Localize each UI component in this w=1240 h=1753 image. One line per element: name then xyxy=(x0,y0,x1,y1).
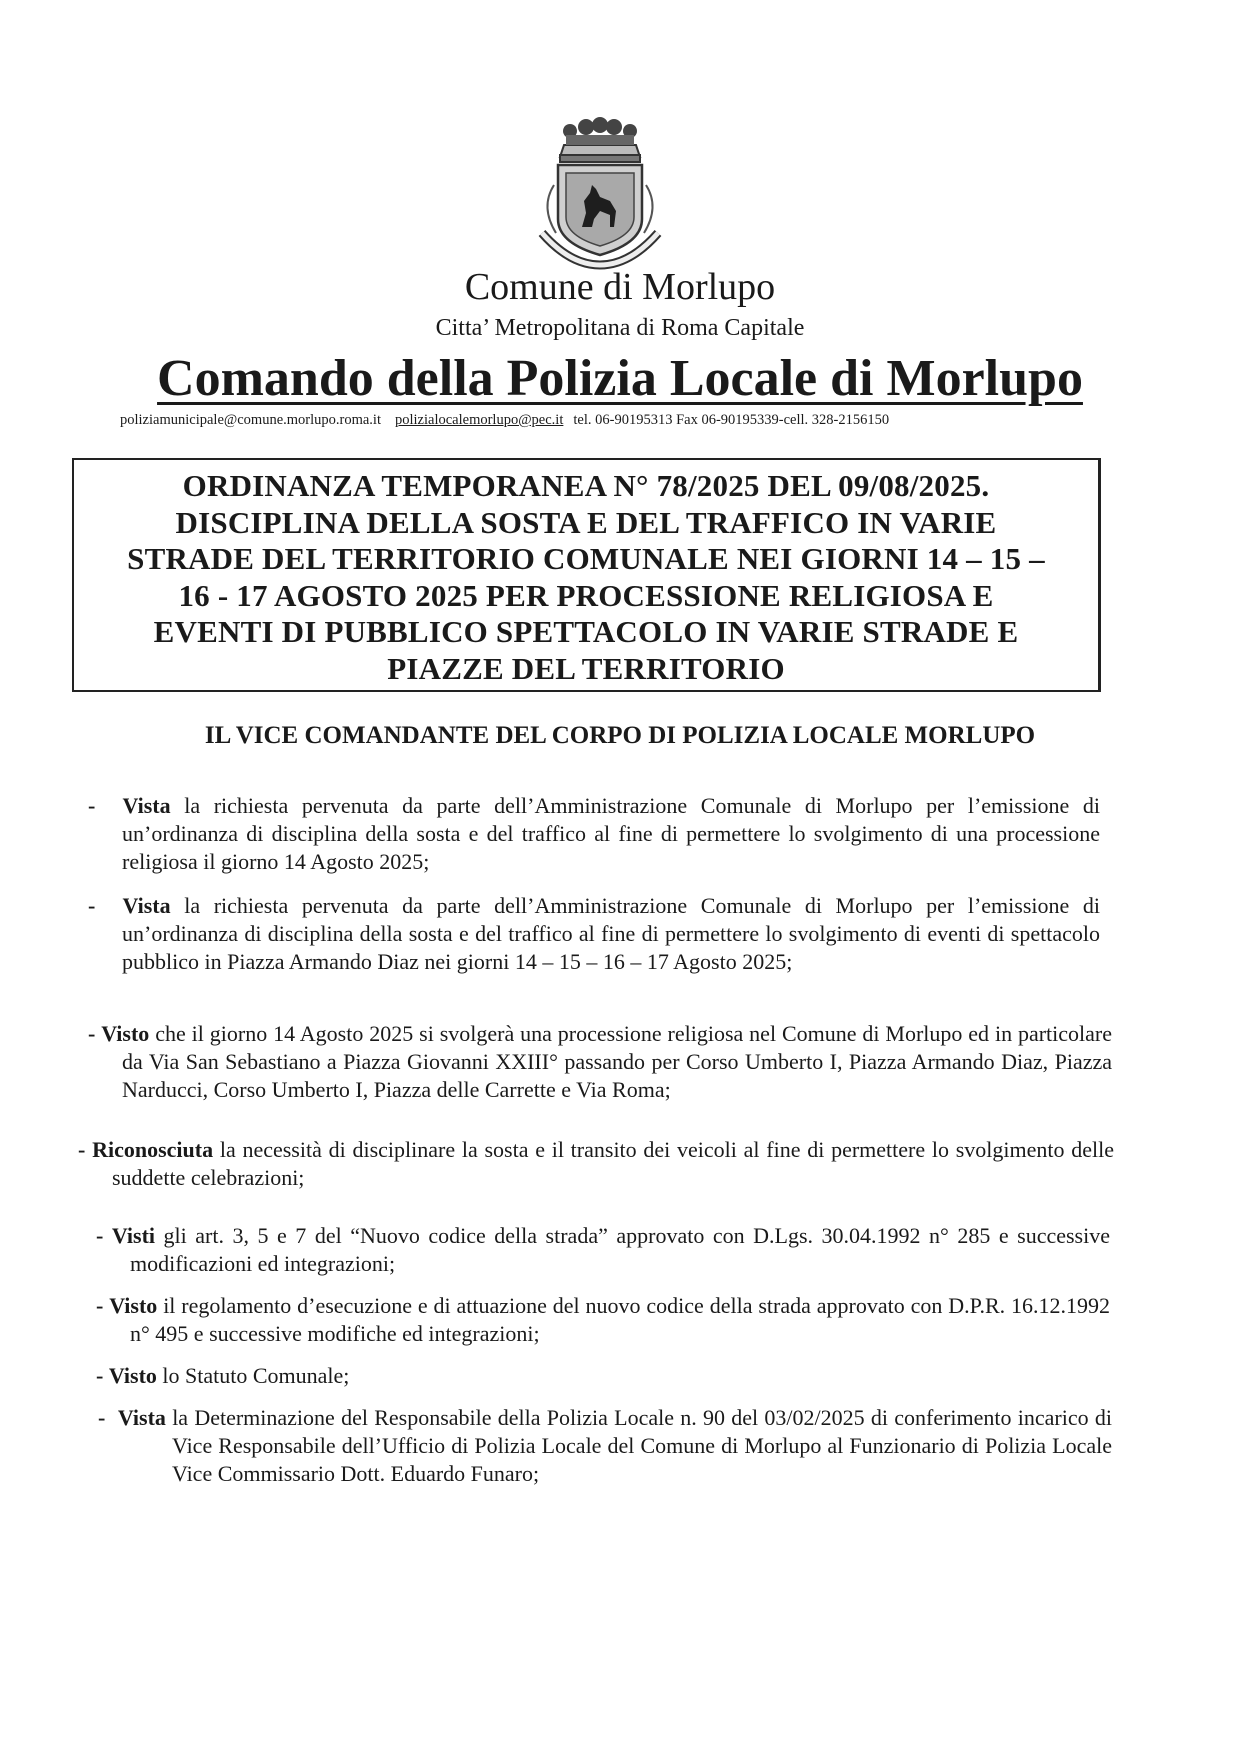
premise-paragraph xyxy=(78,1136,1115,1192)
ordinance-title xyxy=(74,460,1098,687)
title-line: STRADE DEL TERRITORIO COMUNALE NEI GIORNI 14 – 15 – xyxy=(127,541,1045,576)
premise-text: la Determinazione del Responsabile della Polizia Locale n. 90 del 03/02/2025 di conferimento incarico di Vice Responsabile dell’Ufficio di Polizia Locale del Comune di Morlupo al Funzionario di Polizia Locale Vice Commissario Dott. Eduardo Funaro; xyxy=(172,1405,1113,1486)
premise-paragraph xyxy=(96,1222,1110,1278)
title-line: 16 - 17 AGOSTO 2025 PER PROCESSIONE RELIGIOSA E xyxy=(178,577,994,613)
premise-keyword: Visto xyxy=(108,1363,157,1388)
police-command-text: Comando della Polizia Locale di Morlupo xyxy=(157,350,1083,407)
premise-dash: - xyxy=(88,893,96,918)
premise-text: lo Statuto Comunale; xyxy=(162,1363,350,1388)
premise-paragraph xyxy=(88,892,1101,976)
premise-paragraph xyxy=(88,792,1101,876)
premise-paragraph xyxy=(96,1292,1111,1348)
title-line: PIAZZE DEL TERRITORIO xyxy=(387,650,785,686)
premise-keyword: Vista xyxy=(122,893,171,918)
premise-text: la richiesta pervenuta da parte dell’Amministrazione Comunale di Morlupo per l’emissione di un’ordinanza di disciplina della sosta e del traffico al fine di permettere lo svolgimento di una processione religiosa il giorno 14 Agosto 2025; xyxy=(122,793,1101,874)
premise-text: la necessità di disciplinare la sosta e il transito dei veicoli al fine di permettere lo svolgimento delle suddette celebrazioni; xyxy=(112,1137,1115,1190)
premise-text: che il giorno 14 Agosto 2025 si svolgerà una processione religiosa nel Comune di Morlupo ed in particolare da Via San Sebastiano a Piazza Giovanni XXIII° passando per Corso Umberto I, Piazza Armando Diaz, Piazza Narducci, Corso Umberto I, Piazza delle Carrette e Via Roma; xyxy=(122,1021,1113,1102)
ordinance-title-box xyxy=(72,458,1101,692)
premise-text: gli art. 3, 5 e 7 del “Nuovo codice della strada” approvato con D.Lgs. 30.04.1992 n° 285 e successive modificazioni ed integrazioni; xyxy=(130,1223,1110,1276)
phone-numbers: tel. 06-90195313 Fax 06-90195339-cell. 328-2156150 xyxy=(573,412,890,428)
coat-of-arms-icon xyxy=(530,115,670,270)
premise-dash: - xyxy=(96,1363,104,1388)
title-line: EVENTI DI PUBBLICO SPETTACOLO IN VARIE STRADE E xyxy=(153,614,1019,649)
premise-dash: - xyxy=(78,1137,86,1162)
premise-dash: - xyxy=(96,1223,104,1248)
premise-keyword: Riconosciuta xyxy=(92,1137,214,1162)
premise-keyword: Visto xyxy=(101,1021,150,1046)
premise-text: la richiesta pervenuta da parte dell’Amministrazione Comunale di Morlupo per l’emissione di un’ordinanza di disciplina della sosta e del traffico al fine di permettere lo svolgimento di eventi di spettacolo pubblico in Piazza Armando Diaz nei giorni 14 – 15 – 16 – 17 Agosto 2025; xyxy=(122,893,1101,974)
metropolitan-city: Citta’ Metropolitana di Roma Capitale xyxy=(435,315,805,341)
premise-keyword: Vista xyxy=(117,1405,166,1430)
authority-heading: IL VICE COMANDANTE DEL CORPO DI POLIZIA LOCALE MORLUPO xyxy=(204,722,1036,749)
police-command-heading xyxy=(0,350,1240,408)
premise-dash: - xyxy=(88,793,96,818)
contacts-line xyxy=(120,410,1120,430)
premise-text: il regolamento d’esecuzione e di attuazione del nuovo codice della strada approvato con D.P.R. 16.12.1992 n° 495 e successive modifiche ed integrazioni; xyxy=(130,1293,1111,1346)
title-line: DISCIPLINA DELLA SOSTA E DEL TRAFFICO IN VARIE xyxy=(175,504,997,540)
premise-keyword: Vista xyxy=(122,793,171,818)
title-line: ORDINANZA TEMPORANEA N° 78/2025 DEL 09/08/2025. xyxy=(182,468,990,503)
pec-address: polizialocalemorlupo@pec.it xyxy=(395,412,564,428)
premise-paragraph xyxy=(96,1362,1110,1390)
premise-dash: - xyxy=(88,1021,96,1046)
premise-dash: - xyxy=(98,1405,106,1430)
premise-paragraph xyxy=(88,1020,1113,1104)
premise-keyword: Visti xyxy=(111,1223,156,1248)
premise-paragraph xyxy=(98,1404,1113,1488)
email-address: poliziamunicipale@comune.morlupo.roma.it xyxy=(120,412,381,428)
premise-keyword: Visto xyxy=(109,1293,158,1318)
municipality-name: Comune di Morlupo xyxy=(464,266,776,308)
premise-dash: - xyxy=(96,1293,104,1318)
